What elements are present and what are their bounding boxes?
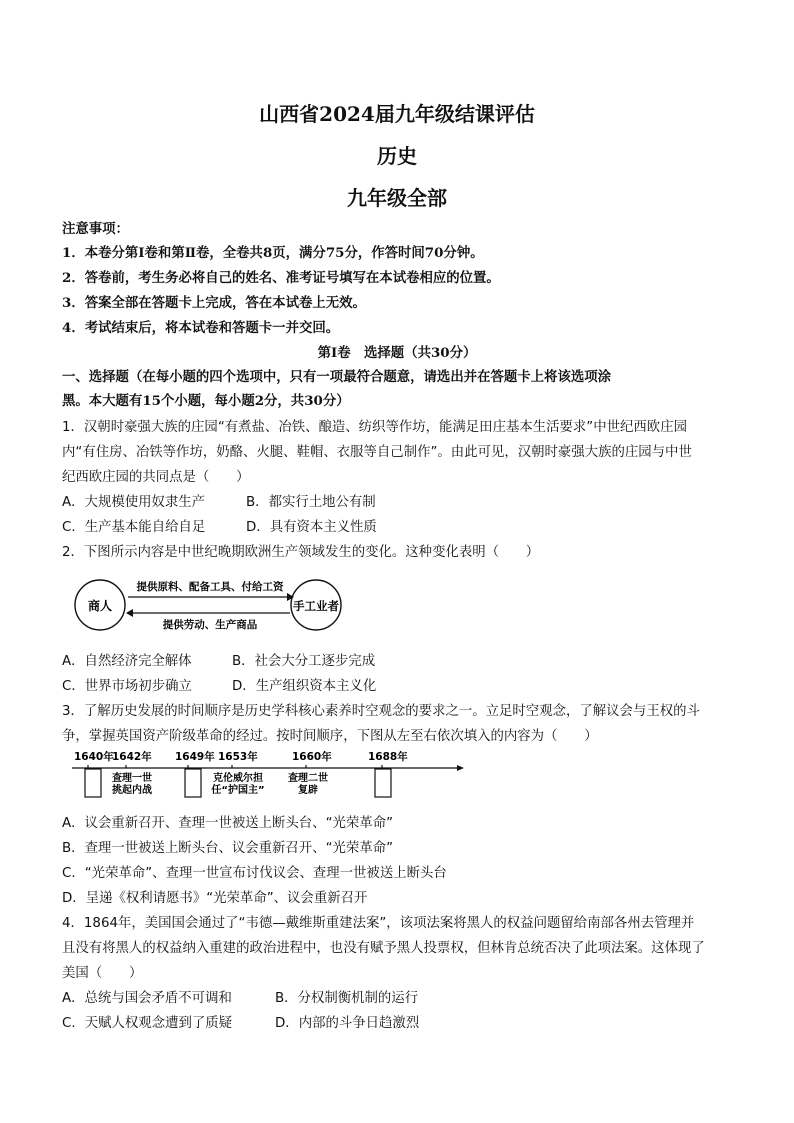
q1-option-b: B．都实行土地公有制 xyxy=(246,495,376,510)
merchant-label: 商人 xyxy=(87,599,113,613)
year-label-1688: 1688年 xyxy=(368,751,408,763)
event-1-line1: 查理一世 xyxy=(112,773,152,784)
year-label-1642: 1642年 xyxy=(112,751,152,763)
merchant-craftsman-diagram xyxy=(70,575,350,637)
q4-option-b: B．分权制衡机制的运行 xyxy=(275,991,419,1006)
bottom-arrow-head xyxy=(126,609,133,617)
note-item-3: 3．答案全部在答题卡上完成，答在本试卷上无效。 xyxy=(62,295,366,311)
english-revolution-timeline xyxy=(62,748,472,804)
event-1-line2: 挑起内战 xyxy=(112,785,152,796)
part1-heading: 第Ⅰ卷 选择题（共30分） xyxy=(317,345,477,361)
event-2-line1: 克伦威尔担 xyxy=(213,773,263,784)
q1-option-a: A．大规模使用奴隶生产 xyxy=(62,495,206,510)
blank-box-3 xyxy=(375,769,391,797)
q3-option-d: D．呈递《权利请愿书》“光荣革命”、议会重新召开 xyxy=(62,891,368,906)
q2-option-d: D．生产组织资本主义化 xyxy=(232,679,377,694)
year-label-1649: 1649年 xyxy=(175,751,215,763)
top-arrow-label: 提供原料、配备工具、付给工资 xyxy=(136,581,284,593)
part1-instruction-line1: 一、选择题（在每小题的四个选项中，只有一项最符合题意，请选出并在答题卡上将该选项涂 xyxy=(62,369,612,385)
q4-stem-line3: 美国（ ） xyxy=(62,966,143,981)
year-label-1640: 1640年 xyxy=(74,751,114,763)
q2-option-a: A．自然经济完全解体 xyxy=(62,654,192,669)
bottom-arrow-label: 提供劳动、生产商品 xyxy=(162,619,258,631)
q3-option-a: A．议会重新召开、查理一世被送上断头台、“光荣革命” xyxy=(62,816,394,831)
scope-title: 九年级全部 xyxy=(347,186,447,210)
q3-option-c: C．“光荣革命”、查理一世宣布讨伐议会、查理一世被送上断头台 xyxy=(62,866,447,881)
blank-box-2 xyxy=(185,769,201,797)
q4-stem-line1: 4．1864年，美国国会通过了“韦德—戴维斯重建法案”，该项法案将黑人的权益问题留给南部各州去管理并 xyxy=(62,916,695,931)
q1-option-c: C．生产基本能自给自足 xyxy=(62,520,206,535)
note-item-4: 4．考试结束后，将本试卷和答题卡一并交回。 xyxy=(62,320,340,336)
q3-option-b: B．查理一世被送上断头台、议会重新召开、“光荣革命” xyxy=(62,841,394,856)
q3-stem-line2: 争，掌握英国资产阶级革命的经过。按时间顺序，下图从左至右依次填入的内容为（ ） xyxy=(62,729,598,744)
q4-stem-line2: 且没有将黑人的权益纳入重建的政治进程中，也没有赋予黑人投票权，但林肯总统否决了此项法案。这体现了 xyxy=(62,941,705,956)
notes-heading: 注意事项： xyxy=(62,221,129,237)
part1-instruction-line2: 黑。本大题有15个小题，每小题2分，共30分） xyxy=(62,393,350,409)
q1-stem-line2: 内“有住房、冶铁等作坊，奶酪、火腿、鞋帽、衣服等自己制作”。由此可见，汉朝时豪强大族的庄园与中世 xyxy=(62,445,692,460)
q4-option-a: A．总统与国会矛盾不可调和 xyxy=(62,991,232,1006)
note-item-1: 1．本卷分第Ⅰ卷和第Ⅱ卷，全卷共8页，满分75分，作答时间70分钟。 xyxy=(62,245,484,261)
blank-box-1 xyxy=(85,769,101,797)
timeline-arrowhead xyxy=(457,765,464,771)
q2-stem-line1: 2．下图所示内容是中世纪晚期欧洲生产领域发生的变化。这种变化表明（ ） xyxy=(62,545,540,560)
craftsman-label: 手工业者 xyxy=(293,599,339,613)
note-item-2: 2．答卷前，考生务必将自己的姓名、准考证号填写在本试卷相应的位置。 xyxy=(62,270,500,286)
subject-title: 历史 xyxy=(377,144,417,168)
event-3-line2: 复辟 xyxy=(298,785,318,796)
q2-option-c: C．世界市场初步确立 xyxy=(62,679,192,694)
q1-stem-line3: 纪西欧庄园的共同点是（ ） xyxy=(62,470,250,485)
exam-title: 山西省2024届九年级结课评估 xyxy=(259,102,535,126)
q3-stem-line1: 3．了解历史发展的时间顺序是历史学科核心素养时空观念的要求之一。立足时空观念，了解议会与王权的斗 xyxy=(62,704,700,719)
event-2-line2: 任“护国主” xyxy=(211,785,265,796)
q1-option-d: D．具有资本主义性质 xyxy=(246,520,377,535)
year-label-1653: 1653年 xyxy=(218,751,258,763)
q1-stem-line1: 1．汉朝时豪强大族的庄园“有煮盐、冶铁、酿造、纺织等作坊，能满足田庄基本生活要求”中世纪西欧庄园 xyxy=(62,420,687,435)
q2-option-b: B．社会大分工逐步完成 xyxy=(232,654,376,669)
q4-option-d: D．内部的斗争日趋激烈 xyxy=(275,1016,420,1031)
year-label-1660: 1660年 xyxy=(292,751,332,763)
q4-option-c: C．天赋人权观念遭到了质疑 xyxy=(62,1016,233,1031)
event-3-line1: 查理二世 xyxy=(288,773,328,784)
